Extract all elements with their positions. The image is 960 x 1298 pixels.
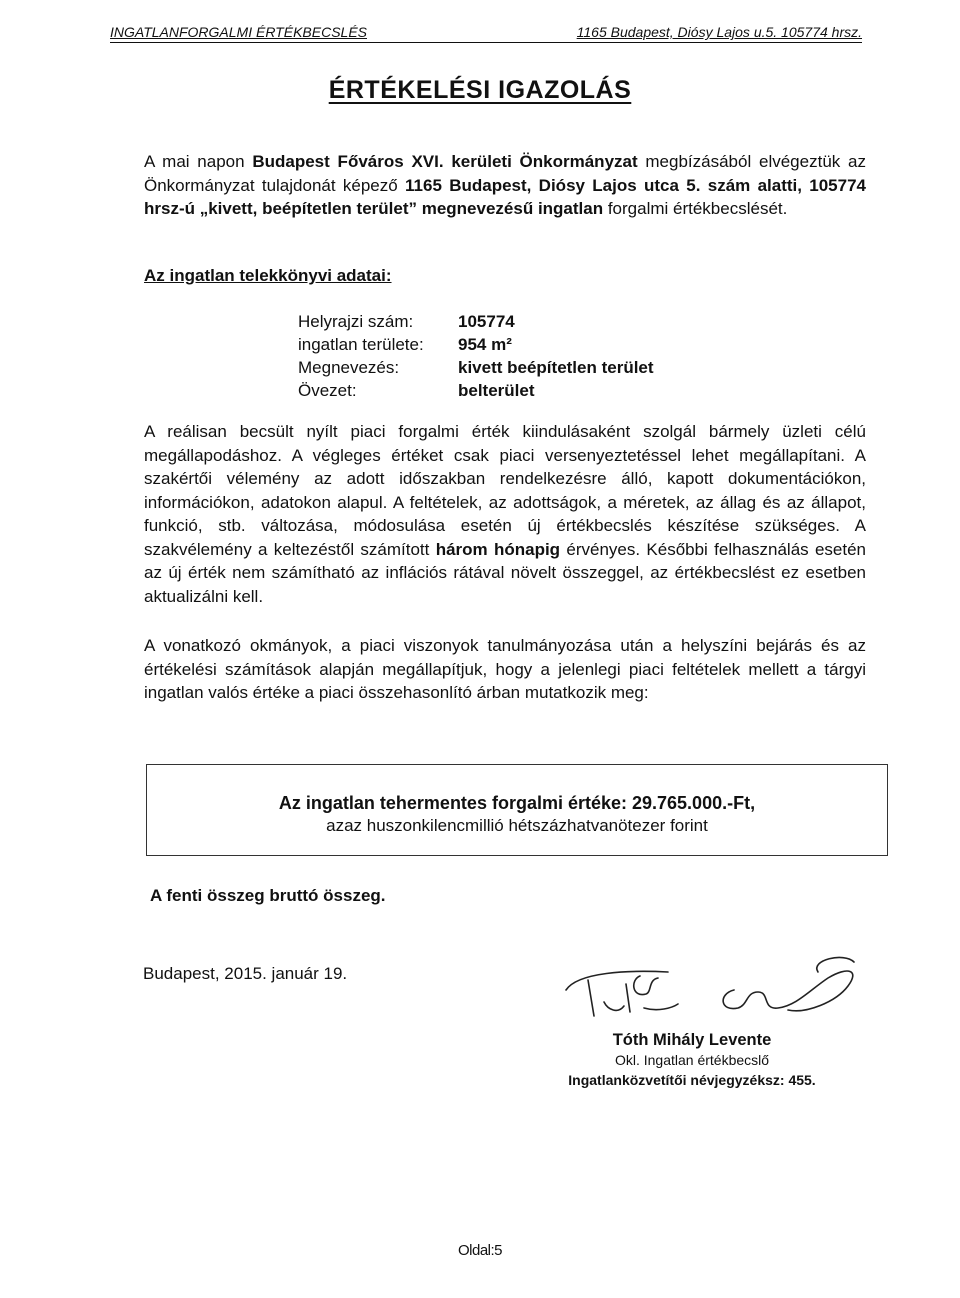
valuation-amount: Az ingatlan tehermentes forgalmi értéke: 29.765.000.-Ft,	[278, 793, 756, 813]
conclusion-paragraph: A vonatkozó okmányok, a piaci viszonyok tanulmányozása után a helyszíni bejárás és az értékelési számítások alapján megállapítjuk, hogy a jelenlegi piaci feltételek mellett a tárgyi ingatlan valós értéke a piaci összehasonlító árban mutatkozik meg:	[144, 636, 866, 702]
land-registry-table	[298, 310, 654, 402]
signer-registry-number: Ingatlanközvetítői névjegyzéksz: 455.	[568, 1072, 816, 1088]
page-header	[110, 22, 862, 43]
page-number: Oldal:5	[457, 1242, 503, 1259]
gross-amount-note: A fenti összeg bruttó összeg.	[150, 886, 386, 905]
valuation-conditions-paragraph: A reálisan becsült nyílt piaci forgalmi érték kiindulásaként szolgál bármely üzleti célú megállapodáshoz. A végleges értéket csak piaci versenyeztetéssel lehet megállapítani. A szakértői vélemény az adott időszakban rendelkezésre álló, kapott dokumentációkon, információkon, adatokon alapul. A feltételek, az adottságok, a méretek, az állag és az állapot, funkció, stb. változása, módosulása esetén új értékbecslés készítése szükséges. A szakvélemény a keltezéstől számított három hónapig érvényes. Későbbi felhasználás esetén az új érték nem számítható az inflációs rátával növelt összeggel, az értékbecslést ez esetben aktualizálni kell.	[144, 422, 867, 606]
land-registry-heading: Az ingatlan telekkönyvi adatai:	[144, 266, 392, 285]
registry-row-area: ingatlan területe: 954 m²	[298, 335, 512, 354]
signer-block	[548, 1030, 836, 1090]
header-left-title: INGATLANFORGALMI ÉRTÉKBECSLÉS	[110, 24, 367, 40]
handwritten-signature	[548, 950, 868, 1030]
signer-name: Tóth Mihály Levente	[612, 1031, 772, 1049]
registry-row-designation: Megnevezés: kivett beépítetlen terület	[298, 358, 654, 377]
valuation-amount-in-words: azaz huszonkilencmillió hétszázhatvanötezer forint	[326, 816, 708, 835]
document-date: Budapest, 2015. január 19.	[143, 964, 348, 983]
header-right-address: 1165 Budapest, Diósy Lajos u.5. 105774 hrsz.	[576, 24, 862, 40]
registry-row-zone: Övezet: belterület	[298, 381, 535, 400]
signer-role: Okl. Ingatlan értékbecslő	[614, 1052, 770, 1068]
intro-paragraph: A mai napon Budapest Főváros XVI. kerületi Önkormányzat megbízásából elvégeztük az Önkormányzat tulajdonát képező 1165 Budapest, Diósy Lajos utca 5. szám alatti, 105774 hrsz-ú „kivett, beépítetlen terület” megnevezésű ingatlan forgalmi értékbecslését.	[144, 152, 866, 218]
document-title: ÉRTÉKELÉSI IGAZOLÁS	[328, 76, 632, 104]
registry-row-lot-number: Helyrajzi szám: 105774	[298, 312, 515, 331]
valuation-box	[146, 764, 888, 856]
